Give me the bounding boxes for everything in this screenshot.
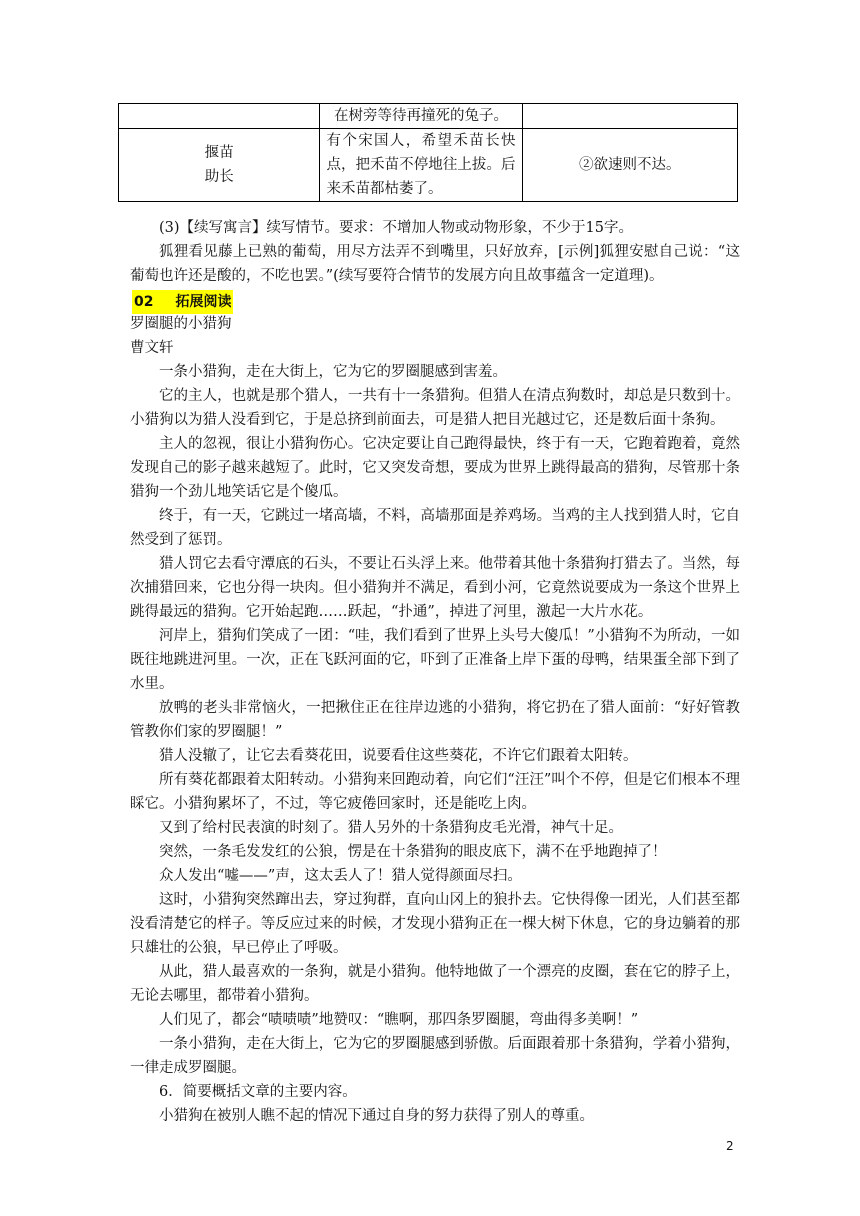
table-row [119,129,738,202]
table-cell [119,129,320,202]
article-paragraph: 一条小猎狗，走在大街上，它为它的罗圈腿感到骄傲。后面跟着那十条猎狗，学着小猎狗，一律走成罗圈腿。 [130,1036,740,1076]
article-paragraph: 又到了给村民表演的时刻了。猎人另外的十条猎狗皮毛光滑，神气十足。 [159,820,623,836]
table-cell [522,104,738,129]
article [130,312,740,1128]
table-cell: 有个宋国人，希望禾苗长快点，把禾苗不停地往上拔。后来禾苗都枯萎了。 [320,129,522,202]
article-paragraph: 猎人罚它去看守潭底的石头，不要让石头浮上来。他带着其他十条猎狗打猎去了。当然，每次捕猎回来，它也分得一块肉。但小猎狗并不满足，看到小河，它竟然说要成为一条这个世界上跳得最远的猎狗。它开始起跑……跃起，“扑通”，掉进了河里，激起一大片水花。 [130,556,740,620]
article-paragraph: 终于，有一天，它跳过一堵高墙，不料，高墙那面是养鸡场。当鸡的主人找到猎人时，它自然受到了惩罚。 [130,508,740,548]
question-6-answer: 小猎狗在被别人瞧不起的情况下通过自身的努力获得了别人的尊重。 [159,1108,594,1124]
article-paragraph: 主人的忽视，很让小猎狗伤心。它决定要让自己跑得最快，终于有一天，它跑着跑着，竟然发现自己的影子越来越短了。此时，它又突发奇想，要成为世界上跳得最高的猎狗，尽管那十条猎狗一个劲儿地笑话它是个傻瓜。 [130,436,740,500]
table-row [119,104,738,129]
article-paragraph: 河岸上，猎狗们笑成了一团：“哇，我们看到了世界上头号大傻瓜！”小猎狗不为所动，一如既往地跳进河里。一次，正在飞跃河面的它，吓到了正准备上岸下蛋的母鸭，结果蛋全部下到了水里。 [130,628,740,692]
article-paragraph: 这时，小猎狗突然蹿出去，穿过狗群，直向山冈上的狼扑去。它快得像一团光，人们甚至都没看清楚它的样子。等反应过来的时候，才发现小猎狗正在一棵大树下休息，它的身边躺着的那只雄壮的公狼，早已停止了呼吸。 [130,892,740,956]
fable-name-line1: 揠苗 [204,145,234,161]
page-number: 2 [726,1139,734,1153]
article-paragraph: 从此，猎人最喜欢的一条狗，就是小猎狗。他特地做了一个漂亮的皮圈，套在它的脖子上，无论去哪里，都带着小猎狗。 [130,964,740,1004]
article-title: 罗圈腿的小猎狗 [130,316,232,332]
article-paragraph: 猎人没辙了，让它去看葵花田，说要看住这些葵花，不许它们跟着太阳转。 [159,748,638,764]
question-6-prompt: 6．简要概括文章的主要内容。 [159,1084,357,1100]
article-paragraph: 放鸭的老头非常恼火，一把揪住正在往岸边逃的小猎狗，将它扔在了猎人面前：“好好管教管教你们家的罗圈腿！” [130,700,740,740]
article-paragraph: 人们见了，都会“啧啧啧”地赞叹：“瞧啊，那四条罗圈腿，弯曲得多美啊！” [159,1012,639,1028]
table-cell: 在树旁等待再撞死的兔子。 [320,104,522,129]
table-cell [119,104,320,129]
article-paragraph: 一条小猎狗，走在大街上，它为它的罗圈腿感到害羞。 [159,364,507,380]
article-author: 曹文轩 [130,340,174,356]
article-paragraph: 所有葵花都跟着太阳转动。小猎狗来回跑动着，向它们“汪汪”叫个不停，但是它们根本不理睬它。小猎狗累坏了，不过，等它疲倦回家时，还是能吃上肉。 [130,772,740,812]
section-title: 拓展阅读 [175,294,232,310]
article-paragraph: 突然，一条毛发发红的公狼，愣是在十条猎狗的眼皮底下，满不在乎地跑掉了！ [159,844,667,860]
question-3-block [130,216,740,288]
fable-name-line2: 助长 [204,169,234,185]
question-3-prompt: (3)【续写寓言】续写情节。要求：不增加人物或动物形象，不少于15字。 [159,220,633,236]
section-heading [132,290,233,314]
section-number: 02 [134,294,154,310]
table-cell: ②欲速则不达。 [522,129,738,202]
question-3-answer: 狐狸看见藤上已熟的葡萄，用尽方法弄不到嘴里，只好放弃，[示例]狐狸安慰自己说：“这葡萄也许还是酸的，不吃也罢。”(续写要符合情节的发展方向且故事蕴含一定道理)。 [130,244,740,284]
section-heading-block [132,290,742,314]
article-body [130,360,740,1080]
article-paragraph: 它的主人，也就是那个猎人，一共有十一条猎狗。但猎人在清点狗数时，却总是只数到十。小猎狗以为猎人没看到它，于是总挤到前面去，可是猎人把目光越过它，还是数后面十条狗。 [130,388,740,428]
fable-table [118,103,738,202]
article-paragraph: 众人发出“嘘——”声，这太丢人了！猎人觉得颜面尽扫。 [159,868,522,884]
